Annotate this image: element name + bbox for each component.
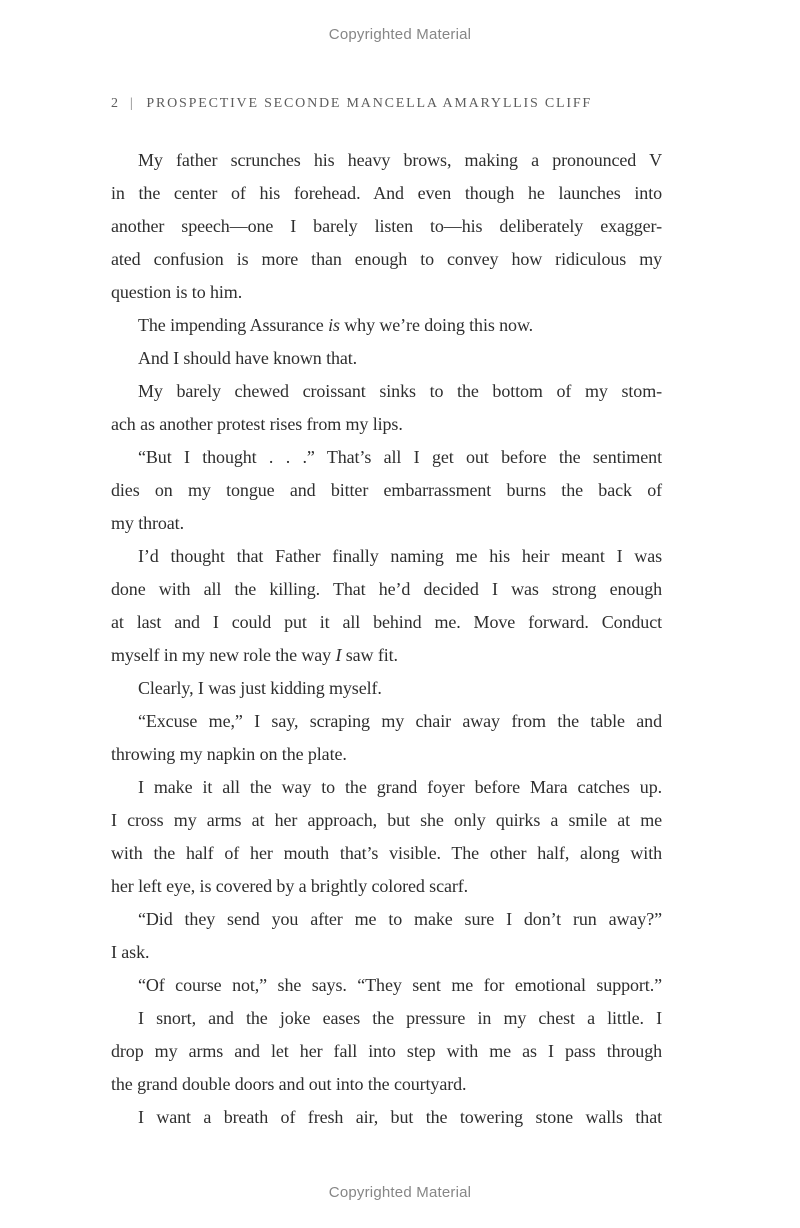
body-line: another speech—one I barely listen to—his deliberately exagger- [111,216,662,236]
body-line: The impending Assurance is why we’re doing this now. [138,315,534,335]
body-line: I’d thought that Father finally naming me his heir meant I was [138,546,662,566]
body-line: “Did they send you after me to make sure I don’t run away?” [138,909,662,929]
header-separator: | [129,96,135,111]
running-header [111,96,711,112]
page-number: 2 [111,96,120,111]
body-text [111,144,662,1134]
body-line: with the half of her mouth that’s visible. The other half, along with [111,843,662,863]
body-line: at last and I could put it all behind me. Move forward. Conduct [111,612,662,632]
body-line: “Excuse me,” I say, scraping my chair away from the table and [138,711,662,731]
body-line: I want a breath of fresh air, but the towering stone walls that [138,1107,662,1127]
body-line: question is to him. [111,282,243,302]
body-line: And I should have known that. [138,348,358,368]
body-line: in the center of his forehead. And even though he launches into [111,183,662,203]
body-line: Clearly, I was just kidding myself. [138,678,382,698]
body-line: I ask. [111,942,150,962]
body-line: ach as another protest rises from my lips. [111,414,403,434]
body-line: ated confusion is more than enough to convey how ridiculous my [111,249,662,269]
body-line: done with all the killing. That he’d decided I was strong enough [111,579,662,599]
body-line: My barely chewed croissant sinks to the bottom of my stom- [138,381,662,401]
body-line: the grand double doors and out into the courtyard. [111,1074,467,1094]
body-line: my throat. [111,513,184,533]
body-line: throwing my napkin on the plate. [111,744,347,764]
copyright-notice-top: Copyrighted Material [328,26,472,43]
body-line: “Of course not,” she says. “They sent me for emotional support.” [138,975,662,995]
body-line: drop my arms and let her fall into step with me as I pass through [111,1041,662,1061]
copyright-notice-bottom: Copyrighted Material [328,1184,472,1201]
body-line: “But I thought . . .” That’s all I get out before the sentiment [138,447,662,467]
body-line: I snort, and the joke eases the pressure in my chest a little. I [138,1008,662,1028]
body-line: My father scrunches his heavy brows, making a pronounced V [138,150,662,170]
body-line: I make it all the way to the grand foyer before Mara catches up. [138,777,662,797]
body-line: dies on my tongue and bitter embarrassment burns the back of [111,480,662,500]
body-line: her left eye, is covered by a brightly colored scarf. [111,876,469,896]
running-header-title: PROSPECTIVE SECONDE MANCELLA AMARYLLIS CLIFF [146,96,593,111]
body-line: I cross my arms at her approach, but she only quirks a smile at me [111,810,662,830]
body-line: myself in my new role the way I saw fit. [111,645,398,665]
